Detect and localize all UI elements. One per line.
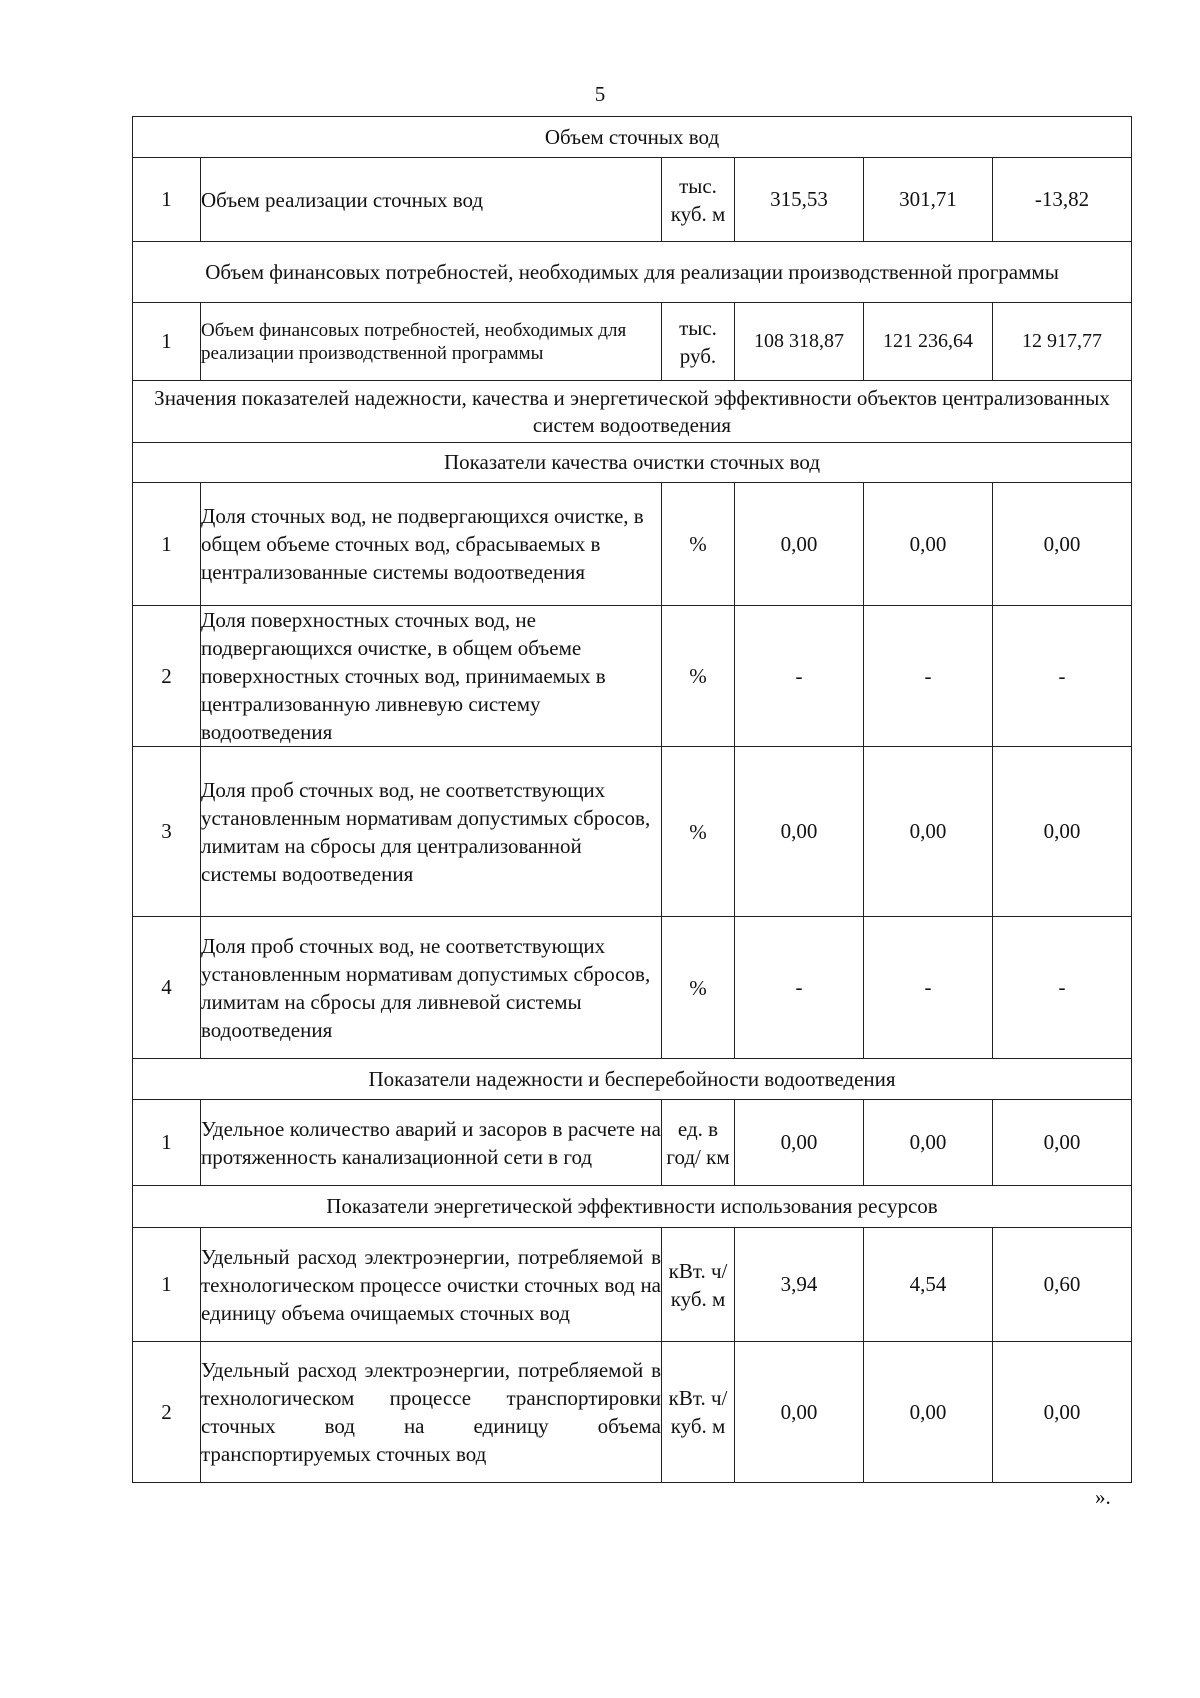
value-cell-1: -	[735, 606, 864, 747]
table-row	[133, 917, 1132, 1059]
value-cell-2: 0,00	[864, 1342, 993, 1483]
section-header-row	[133, 1059, 1132, 1100]
section-title-treatment-quality: Показатели качества очистки сточных вод	[133, 443, 1132, 483]
unit-cell: тыс. куб. м	[662, 158, 735, 242]
value-cell-1: 0,00	[735, 483, 864, 606]
indicator-name: Доля поверхностных сточных вод, не подвергающихся очистке, в общем объеме поверхностных сточных вод, принимаемых в централизованную ливневую систему водоотведения	[201, 606, 662, 747]
value-cell-1: 3,94	[735, 1228, 864, 1342]
value-cell-2: -	[864, 917, 993, 1059]
value-cell-3: 0,00	[993, 1100, 1132, 1186]
row-number: 4	[133, 917, 201, 1059]
row-number: 2	[133, 606, 201, 747]
value-cell-1: 0,00	[735, 747, 864, 917]
table-row	[133, 303, 1132, 381]
indicator-name: Доля сточных вод, не подвергающихся очистке, в общем объеме сточных вод, сбрасываемых в централизованные системы водоотведения	[201, 483, 662, 606]
unit-cell: %	[662, 606, 735, 747]
indicator-name: Доля проб сточных вод, не соответствующих установленным нормативам допустимых сбросов, лимитам на сбросы для централизованной системы водоотведения	[201, 747, 662, 917]
table-row	[133, 747, 1132, 917]
value-cell-2: 0,00	[864, 747, 993, 917]
value-cell-3: -	[993, 917, 1132, 1059]
section-header-row	[133, 381, 1132, 443]
table-row	[133, 1228, 1132, 1342]
value-cell-2: -	[864, 606, 993, 747]
unit-cell: %	[662, 747, 735, 917]
value-cell-3: 0,60	[993, 1228, 1132, 1342]
row-number: 2	[133, 1342, 201, 1483]
value-cell-3: 0,00	[993, 747, 1132, 917]
row-number: 3	[133, 747, 201, 917]
row-number: 1	[133, 158, 201, 242]
table-row	[133, 1100, 1132, 1186]
value-cell-1: -	[735, 917, 864, 1059]
value-cell-1: 0,00	[735, 1100, 864, 1186]
unit-cell: кВт. ч/ куб. м	[662, 1228, 735, 1342]
section-header-row	[133, 443, 1132, 483]
value-cell-1: 108 318,87	[735, 303, 864, 381]
table-row	[133, 158, 1132, 242]
section-title-reliability: Показатели надежности и бесперебойности водоотведения	[133, 1059, 1132, 1100]
value-cell-2: 0,00	[864, 483, 993, 606]
unit-cell: %	[662, 917, 735, 1059]
value-cell-1: 0,00	[735, 1342, 864, 1483]
value-cell-2: 301,71	[864, 158, 993, 242]
value-cell-2: 0,00	[864, 1100, 993, 1186]
unit-cell: %	[662, 483, 735, 606]
value-cell-3: 12 917,77	[993, 303, 1132, 381]
section-title-reliability-quality-efficiency: Значения показателей надежности, качества и энергетической эффективности объектов централизованных систем водоотведения	[133, 381, 1132, 443]
value-cell-3: 0,00	[993, 1342, 1132, 1483]
table-row	[133, 483, 1132, 606]
unit-cell: тыс. руб.	[662, 303, 735, 381]
value-cell-2: 4,54	[864, 1228, 993, 1342]
value-cell-2: 121 236,64	[864, 303, 993, 381]
unit-cell: ед. в год/ км	[662, 1100, 735, 1186]
indicator-name: Удельный расход электроэнергии, потребляемой в технологическом процессе транспортировки сточных вод на единицу объема транспортируемых сточных вод	[201, 1342, 662, 1483]
indicator-name: Объем финансовых потребностей, необходимых для реализации производственной программы	[201, 303, 662, 381]
indicator-name: Удельное количество аварий и засоров в расчете на протяженность канализационной сети в год	[201, 1100, 662, 1186]
indicator-name: Удельный расход электроэнергии, потребляемой в технологическом процессе очистки сточных вод на единицу объема очищаемых сточных вод	[201, 1228, 662, 1342]
section-title-energy-efficiency: Показатели энергетической эффективности использования ресурсов	[133, 1186, 1132, 1228]
value-cell-3: -	[993, 606, 1132, 747]
page-number: 5	[594, 82, 606, 106]
row-number: 1	[133, 303, 201, 381]
row-number: 1	[133, 1228, 201, 1342]
row-number: 1	[133, 1100, 201, 1186]
indicators-table	[132, 116, 1132, 1483]
section-header-row	[133, 1186, 1132, 1228]
value-cell-1: 315,53	[735, 158, 864, 242]
table-row	[133, 1342, 1132, 1483]
indicator-name: Объем реализации сточных вод	[201, 158, 662, 242]
table-row	[133, 606, 1132, 747]
section-header-row	[133, 242, 1132, 303]
indicator-name: Доля проб сточных вод, не соответствующих установленным нормативам допустимых сбросов, лимитам на сбросы для ливневой системы водоотведения	[201, 917, 662, 1059]
section-title-wastewater-volume: Объем сточных вод	[133, 117, 1132, 158]
unit-cell: кВт. ч/ куб. м	[662, 1342, 735, 1483]
section-title-financial-needs: Объем финансовых потребностей, необходимых для реализации производственной программы	[133, 242, 1132, 303]
value-cell-3: 0,00	[993, 483, 1132, 606]
value-cell-3: -13,82	[993, 158, 1132, 242]
closing-quote-mark: ».	[1095, 1485, 1111, 1509]
section-header-row	[133, 117, 1132, 158]
row-number: 1	[133, 483, 201, 606]
